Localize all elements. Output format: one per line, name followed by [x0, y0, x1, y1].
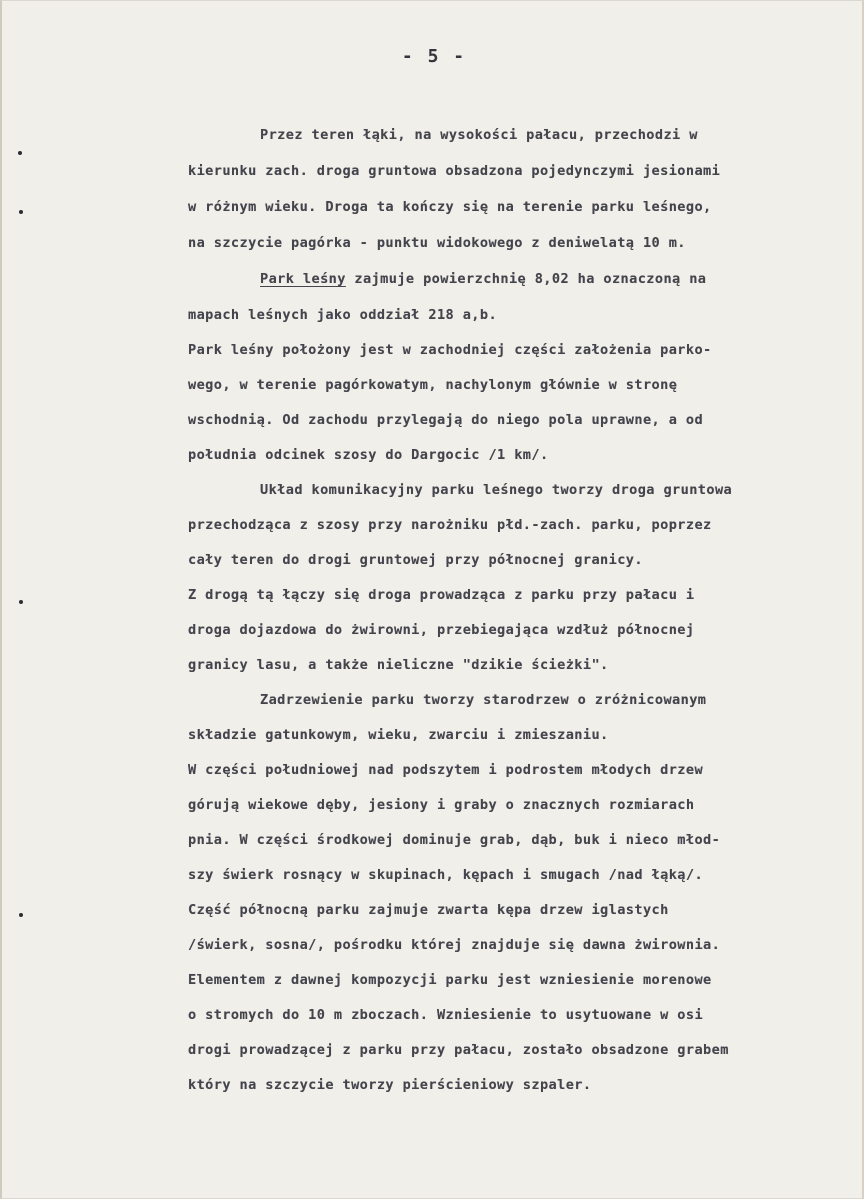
text-line: przechodząca z szosy przy narożniku płd.-zach. parku, poprzez: [188, 517, 712, 533]
page-number: - 5 -: [401, 46, 467, 67]
margin-mark: [19, 913, 23, 917]
text-line: składzie gatunkowym, wieku, zwarciu i zmieszaniu.: [188, 727, 609, 743]
margin-mark: [19, 600, 23, 604]
text-line: wschodnią. Od zachodu przylegają do niego pola uprawne, a od: [188, 412, 704, 428]
text-line: który na szczycie tworzy pierścieniowy szpaler.: [188, 1077, 592, 1093]
text-line: [260, 270, 706, 288]
text-line: mapach leśnych jako oddział 218 a,b.: [188, 307, 498, 323]
text-line: Z drogą tą łączy się droga prowadząca z parku przy pałacu i: [188, 587, 695, 603]
text-line-continuation: zajmuje powierzchnię 8,02 ha oznaczoną na: [345, 271, 707, 287]
text-line: pnia. W części środkowej dominuje grab, dąb, buk i nieco młod-: [188, 832, 721, 848]
text-line: Zadrzewienie parku tworzy starodrzew o zróżnicowanym: [260, 692, 707, 708]
text-line: Część północną parku zajmuje zwarta kępa drzew iglastych: [188, 902, 669, 918]
text-line: Układ komunikacyjny parku leśnego tworzy droga gruntowa: [260, 482, 733, 498]
text-line: droga dojazdowa do żwirowni, przebiegająca wzdłuż północnej: [188, 622, 695, 638]
text-line: południa odcinek szosy do Dargocic /1 km/.: [188, 447, 549, 463]
text-line: o stromych do 10 m zboczach. Wzniesienie to usytuowane w osi: [188, 1007, 704, 1023]
text-line: Przez teren łąki, na wysokości pałacu, przechodzi w: [260, 127, 698, 143]
text-line: drogi prowadzącej z parku przy pałacu, zostało obsadzone grabem: [188, 1042, 729, 1058]
section-heading: Park leśny: [260, 271, 346, 287]
text-line: wego, w terenie pagórkowatym, nachylonym głównie w stronę: [188, 377, 678, 393]
margin-mark: [19, 210, 23, 214]
text-line: /świerk, sosna/, pośrodku której znajduje się dawna żwirownia.: [188, 937, 721, 953]
text-line: W części południowej nad podszytem i podrostem młodych drzew: [188, 762, 704, 778]
margin-mark: [18, 151, 22, 155]
text-line: cały teren do drogi gruntowej przy północnej granicy.: [188, 552, 643, 568]
text-line: granicy lasu, a także nieliczne "dzikie ścieżki".: [188, 657, 609, 673]
text-line: górują wiekowe dęby, jesiony i graby o znacznych rozmiarach: [188, 797, 695, 813]
text-line: na szczycie pagórka - punktu widokowego z deniwelatą 10 m.: [188, 235, 686, 251]
text-line: szy świerk rosnący w skupinach, kępach i smugach /nad łąką/.: [188, 867, 704, 883]
text-line: Park leśny położony jest w zachodniej części założenia parko-: [188, 342, 712, 358]
text-line: w różnym wieku. Droga ta kończy się na terenie parku leśnego,: [188, 199, 712, 215]
text-line: Elementem z dawnej kompozycji parku jest wzniesienie morenowe: [188, 972, 712, 988]
text-line: kierunku zach. droga gruntowa obsadzona pojedynczymi jesionami: [188, 163, 721, 179]
